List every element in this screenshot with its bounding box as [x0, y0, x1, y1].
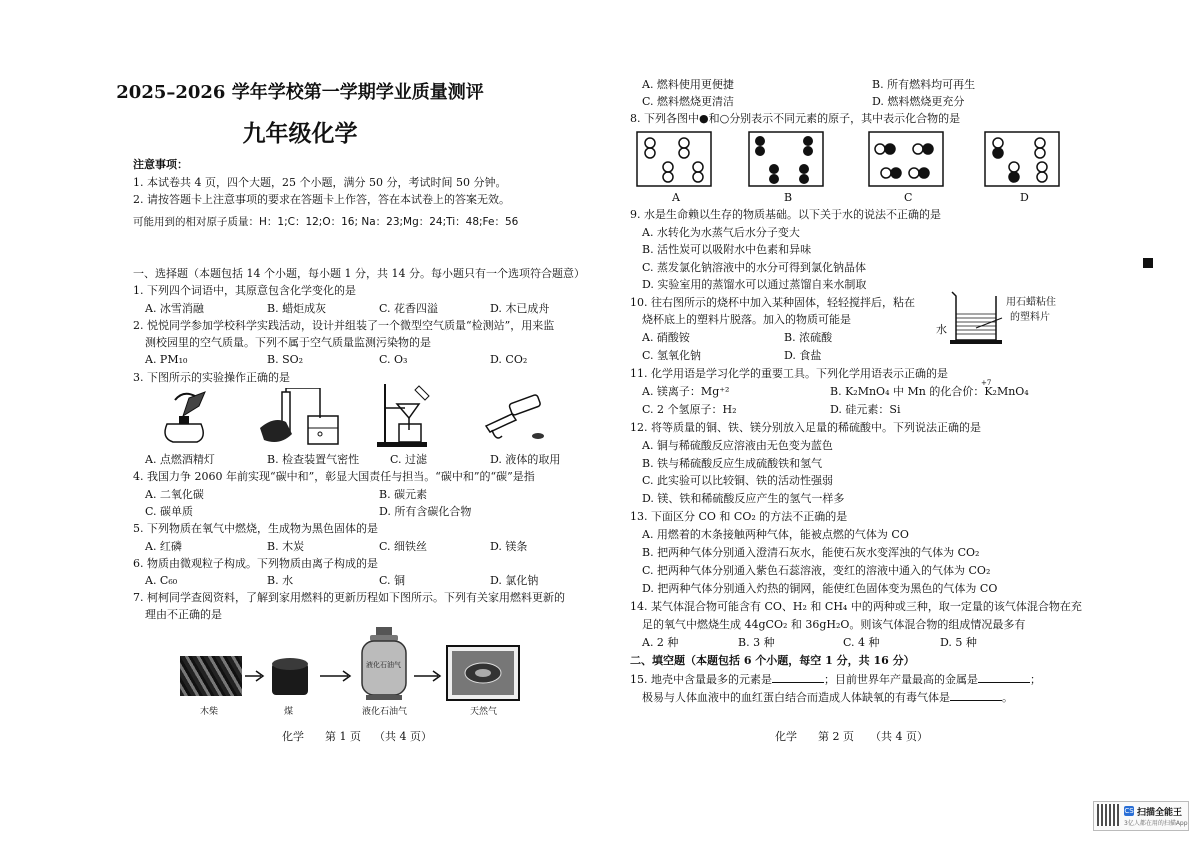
q5-option-a: A. 红磷 — [145, 540, 182, 553]
beaker-note-line-1: 用石蜡粘住 — [1006, 297, 1056, 308]
q7-option-b: B. 所有燃料均可再生 — [872, 78, 976, 91]
question-10-line-2: 烧杯底上的塑料片脱落。加入的物质可能是 — [642, 313, 851, 326]
q4-option-d: D. 所有含碳化合物 — [379, 505, 472, 518]
q8-label-a: A — [672, 191, 680, 204]
liquid-pouring-illustration — [482, 392, 552, 446]
q11-valence-mark: +7 — [981, 379, 992, 387]
question-2-line-2: 测校园里的空气质量。下列不属于空气质量监测污染物的是 — [145, 336, 431, 349]
question-5: 5. 下列物质在氧气中燃烧，生成物为黑色固体的是 — [133, 522, 378, 535]
notice-1: 1. 本试卷共 4 页，四个大题，25 个小题，满分 50 分，考试时间 50 分钟。 — [133, 176, 507, 189]
q1-option-a: A. 冰雪消融 — [145, 302, 204, 315]
q11-option-c: C. 2 个氢原子：H₂ — [642, 403, 737, 416]
question-14-line-2: 足的氧气中燃烧生成 44gCO₂ 和 36gH₂O。则该气体混合物的组成情况最多有 — [642, 618, 1026, 631]
question-12: 12. 将等质量的铜、铁、镁分别放入足量的稀硫酸中。下列说法正确的是 — [630, 421, 981, 434]
molecule-box-b — [748, 131, 824, 187]
exam-subtitle: 九年级化学 — [242, 120, 358, 147]
q10-option-a: A. 硝酸铵 — [642, 331, 690, 344]
question-7-line-2: 理由不正确的是 — [145, 608, 222, 621]
q15-text-5: 。 — [1002, 691, 1013, 704]
question-15-line-1 — [630, 672, 1041, 687]
q11-option-a: A. 镁离子：Mg⁺² — [642, 385, 730, 398]
arrow-icon — [414, 670, 444, 682]
arrow-icon — [320, 670, 354, 682]
q5-option-c: C. 细铁丝 — [379, 540, 428, 553]
qr-code-icon — [1097, 804, 1119, 826]
question-6: 6. 物质由微观粒子构成。下列物质由离子构成的是 — [133, 557, 378, 570]
q6-option-a: A. C₆₀ — [145, 574, 178, 587]
alcohol-lamp-illustration — [155, 388, 215, 446]
coal-image — [268, 655, 312, 699]
q10-option-d: D. 食盐 — [784, 349, 822, 362]
camscanner-logo-icon: CS — [1124, 807, 1134, 815]
q2-option-b: B. SO₂ — [267, 353, 304, 366]
question-4: 4. 我国力争 2060 年前实现“碳中和”，彰显大国责任与担当。“碳中和”的“碳”是指 — [133, 470, 535, 483]
q2-option-d: D. CO₂ — [490, 353, 528, 366]
firewood-image — [180, 656, 242, 696]
question-10-line-1: 10. 往右图所示的烧杯中加入某种固体，轻轻搅拌后，粘在 — [630, 296, 915, 309]
q1-option-c: C. 花香四溢 — [379, 302, 439, 315]
q5-option-d: D. 镁条 — [490, 540, 528, 553]
q12-option-c: C. 此实验可以比较铜、铁的活动性强弱 — [642, 474, 834, 487]
footer-page: 第 1 页 — [325, 730, 361, 743]
q15-blank-2[interactable] — [978, 672, 1030, 683]
q6-option-d: D. 氯化钠 — [490, 574, 539, 587]
q13-option-c: C. 把两种气体分别通入紫色石蕊溶液，变红的溶液中通入的气体为 CO₂ — [642, 564, 991, 577]
fuel-label-lpg: 液化石油气 — [362, 707, 408, 717]
q14-option-d: D. 5 种 — [940, 636, 977, 649]
q14-option-a: A. 2 种 — [642, 636, 679, 649]
molecule-box-d — [984, 131, 1060, 187]
footer-total: （共 4 页） — [374, 730, 432, 743]
question-8: 8. 下列各图中●和○分别表示不同元素的原子，其中表示化合物的是 — [630, 112, 961, 125]
q1-option-b: B. 蜡炬成灰 — [267, 302, 327, 315]
fuel-label-coal: 煤 — [284, 707, 294, 717]
q13-option-b: B. 把两种气体分别通入澄清石灰水，能使石灰水变浑浊的气体为 CO₂ — [642, 546, 980, 559]
page-2 — [600, 0, 1200, 847]
fuel-label-firewood: 木柴 — [200, 707, 219, 717]
q2-option-c: C. O₃ — [379, 353, 408, 366]
question-9: 9. 水是生命赖以生存的物质基础。以下关于水的说法不正确的是 — [630, 208, 941, 221]
q5-option-b: B. 木炭 — [267, 540, 305, 553]
question-1: 1. 下列四个词语中，其原意包含化学变化的是 — [133, 284, 356, 297]
q8-label-b: B — [784, 191, 793, 204]
beaker-water-label: 水 — [936, 323, 947, 336]
q15-blank-3[interactable] — [950, 690, 1002, 701]
question-14-line-1: 14. 某气体混合物可能含有 CO、H₂ 和 CH₄ 中的两种或三种，取一定量的该气体混合物在充 — [630, 600, 1082, 613]
footer-subject: 化学 — [282, 730, 304, 743]
q3-option-a: A. 点燃酒精灯 — [145, 453, 215, 466]
q15-text-2: ；目前世界年产量最高的金属是 — [824, 673, 978, 686]
q8-label-c: C — [904, 191, 913, 204]
beaker-note-line-2: 的塑料片 — [1010, 312, 1050, 323]
section-2-heading: 二、填空题（本题包括 6 个小题，每空 1 分，共 16 分） — [630, 654, 915, 667]
q7-option-c: C. 燃料燃烧更清洁 — [642, 95, 735, 108]
q14-option-b: B. 3 种 — [738, 636, 775, 649]
footer-page: 第 2 页 — [818, 730, 854, 743]
q3-option-c: C. 过滤 — [390, 453, 428, 466]
gas-stove-image — [446, 645, 520, 701]
q11-option-b: B. K₂MnO₄ 中 Mn 的化合价：K₂MnO₄ — [830, 385, 1029, 398]
q3-option-d: D. 液体的取用 — [490, 453, 561, 466]
airtightness-check-illustration — [240, 388, 350, 448]
q8-label-d: D — [1020, 191, 1029, 204]
q7-option-d: D. 燃料燃烧更充分 — [872, 95, 965, 108]
q3-option-b: B. 检查装置气密性 — [267, 453, 360, 466]
atomic-mass: 可能用到的相对原子质量：H：1;C：12;O：16; Na：23;Mg：24;Ti：48;Fe：56 — [133, 216, 519, 228]
q9-option-a: A. 水转化为水蒸气后水分子变大 — [642, 226, 800, 239]
page-edge-mark — [1143, 258, 1153, 268]
lpg-cylinder-label: 液化石油气 — [366, 661, 401, 669]
q12-option-d: D. 镁、铁和稀硫酸反应产生的氢气一样多 — [642, 492, 845, 505]
q4-option-b: B. 碳元素 — [379, 488, 428, 501]
beaker-illustration — [946, 288, 1006, 350]
question-15-line-2 — [642, 690, 1013, 705]
q9-option-d: D. 实验室用的蒸馏水可以通过蒸馏自来水制取 — [642, 278, 867, 291]
q15-text-4: 极易与人体血液中的血红蛋白结合而造成人体缺氧的有毒气体是 — [642, 691, 950, 704]
molecule-box-a — [636, 131, 712, 187]
q6-option-c: C. 铜 — [379, 574, 406, 587]
q6-option-b: B. 水 — [267, 574, 294, 587]
exam-title: 2025–2026 学年学校第一学期学业质量测评 — [116, 82, 484, 103]
q9-option-b: B. 活性炭可以吸附水中色素和异味 — [642, 243, 812, 256]
scanner-watermark — [1093, 801, 1189, 831]
q14-option-c: C. 4 种 — [843, 636, 880, 649]
q15-blank-1[interactable] — [772, 672, 824, 683]
footer-total: （共 4 页） — [870, 730, 928, 743]
notice-2: 2. 请按答题卡上注意事项的要求在答题卡上作答，答在本试卷上的答案无效。 — [133, 193, 510, 206]
question-13: 13. 下面区分 CO 和 CO₂ 的方法不正确的是 — [630, 510, 848, 523]
section-1-heading: 一、选择题（本题包括 14 个小题，每小题 1 分，共 14 分。每小题只有一个选项符合题意） — [133, 267, 585, 280]
q13-option-d: D. 把两种气体分别通入灼热的铜网，能使红色固体变为黑色的气体为 CO — [642, 582, 998, 595]
filtration-illustration — [375, 382, 445, 448]
question-7-line-1: 7. 柯柯同学查阅资料，了解到家用燃料的更新历程如下图所示。下列有关家用燃料更新的 — [133, 591, 565, 604]
q10-option-b: B. 浓硫酸 — [784, 331, 833, 344]
question-3: 3. 下图所示的实验操作正确的是 — [133, 371, 290, 384]
q7-option-a: A. 燃料使用更便捷 — [642, 78, 734, 91]
question-11: 11. 化学用语是学习化学的重要工具。下列化学用语表示正确的是 — [630, 367, 948, 380]
q11-option-d: D. 硅元素：Si — [830, 403, 901, 416]
question-2-line-1: 2. 悦悦同学参加学校科学实践活动，设计并组装了一个微型空气质量“检测站”，用来监 — [133, 319, 555, 332]
footer-subject: 化学 — [775, 730, 797, 743]
q9-option-c: C. 蒸发氯化钠溶液中的水分可得到氯化钠晶体 — [642, 261, 867, 274]
q4-option-a: A. 二氧化碳 — [145, 488, 204, 501]
q15-text-1: 15. 地壳中含量最多的元素是 — [630, 673, 772, 686]
q15-text-3: ； — [1030, 673, 1041, 686]
scanner-app-name: 扫描全能王 — [1137, 808, 1183, 818]
q2-option-a: A. PM₁₀ — [145, 353, 188, 366]
molecule-box-c — [868, 131, 944, 187]
q1-option-d: D. 木已成舟 — [490, 302, 550, 315]
arrow-icon — [245, 670, 267, 682]
q4-option-c: C. 碳单质 — [145, 505, 194, 518]
q10-option-c: C. 氢氧化钠 — [642, 349, 702, 362]
fuel-label-natural-gas: 天然气 — [470, 707, 498, 717]
q12-option-a: A. 铜与稀硫酸反应溶液由无色变为蓝色 — [642, 439, 833, 452]
q12-option-b: B. 铁与稀硫酸反应生成硫酸铁和氢气 — [642, 457, 823, 470]
notice-header: 注意事项： — [133, 158, 188, 171]
q13-option-a: A. 用燃着的木条接触两种气体，能被点燃的气体为 CO — [642, 528, 909, 541]
scanner-app-tagline: 3亿人都在用的扫描App — [1124, 820, 1188, 827]
